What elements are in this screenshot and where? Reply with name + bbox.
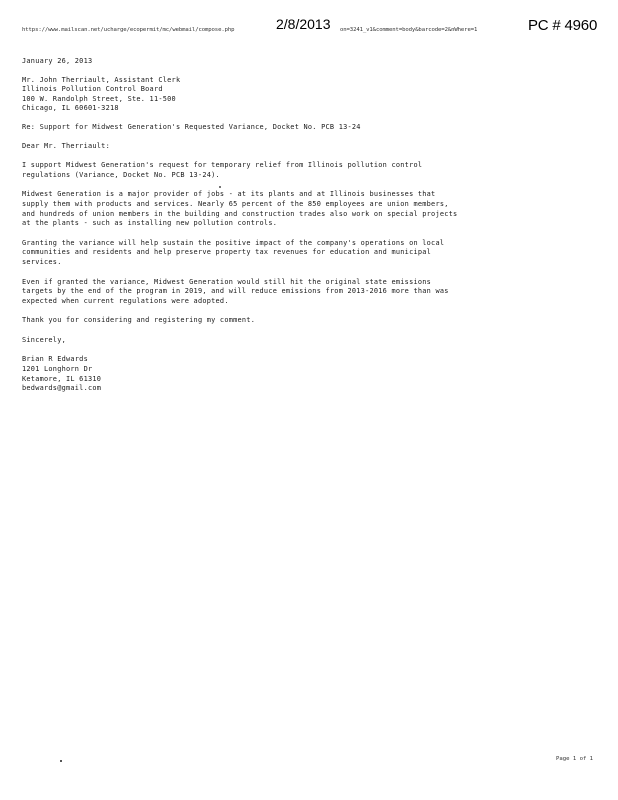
scan-speck <box>219 186 221 188</box>
header-url: https://www.mailscan.net/ucharge/ecopermit/mc/webmail/compose.php <box>22 27 235 33</box>
address-line: 100 W. Randolph Street, Ste. 11-500 <box>22 94 176 103</box>
paragraph-line: Midwest Generation is a major provider of jobs - at its plants and at Illinois businesses that <box>22 190 436 199</box>
scan-speck <box>60 760 62 762</box>
paragraph-line: Thank you for considering and registering my comment. <box>22 316 256 325</box>
pc-number-stamp: PC # 4960 <box>528 17 598 34</box>
header-url-tail: on=3241_v1&comment=body&barcode=2&nWhere=1 <box>340 27 478 33</box>
address-line: Mr. John Therriault, Assistant Clerk <box>22 75 181 84</box>
signer-name: Brian R Edwards <box>22 355 88 364</box>
paragraph-line: Even if granted the variance, Midwest Generation would still hit the original state emissions <box>22 277 432 286</box>
paragraph-line: expected when current regulations were adopted. <box>22 296 229 305</box>
paragraph-impact <box>22 239 582 268</box>
address-line: Illinois Pollution Control Board <box>22 85 163 94</box>
paragraph-line: Granting the variance will help sustain the positive impact of the company's operations on local <box>22 238 445 247</box>
letter-body <box>22 57 582 394</box>
paragraph-emissions <box>22 278 582 307</box>
paragraph-line: at the plants - such as installing new pollution controls. <box>22 219 278 228</box>
paragraph-line: and hundreds of union members in the building and construction trades also work on special projects <box>22 209 458 218</box>
paragraph-line: supply them with products and services. Nearly 65 percent of the 850 employees are union members, <box>22 199 449 208</box>
signer-city: Ketamore, IL 61310 <box>22 374 102 383</box>
paragraph-line: communities and residents and help preserve property tax revenues for education and municipal <box>22 248 432 257</box>
signer-email: bedwards@gmail.com <box>22 384 102 393</box>
paragraph-line: targets by the end of the program in 2019, and will reduce emissions from 2013-2016 more than was <box>22 287 449 296</box>
paragraph-thanks <box>22 316 582 326</box>
signer-street: 1201 Longhorn Dr <box>22 365 93 374</box>
page-number: Page 1 of 1 <box>556 756 594 762</box>
closing: Sincerely, <box>22 335 66 344</box>
paragraph-jobs <box>22 190 582 228</box>
paragraph-line: I support Midwest Generation's request for temporary relief from Illinois pollution control <box>22 161 423 170</box>
date-stamp: 2/8/2013 <box>276 16 331 32</box>
letter-date: January 26, 2013 <box>22 57 93 65</box>
paragraph-line: services. <box>22 257 62 266</box>
re-line: Re: Support for Midwest Generation's Requested Variance, Docket No. PCB 13-24 <box>22 122 361 131</box>
paragraph-request <box>22 161 582 180</box>
recipient-address <box>22 76 582 114</box>
address-line: Chicago, IL 60601-3218 <box>22 104 119 113</box>
signature-block <box>22 355 582 393</box>
paragraph-line: regulations (Variance, Docket No. PCB 13-24). <box>22 170 220 179</box>
salutation: Dear Mr. Therriault: <box>22 141 110 150</box>
